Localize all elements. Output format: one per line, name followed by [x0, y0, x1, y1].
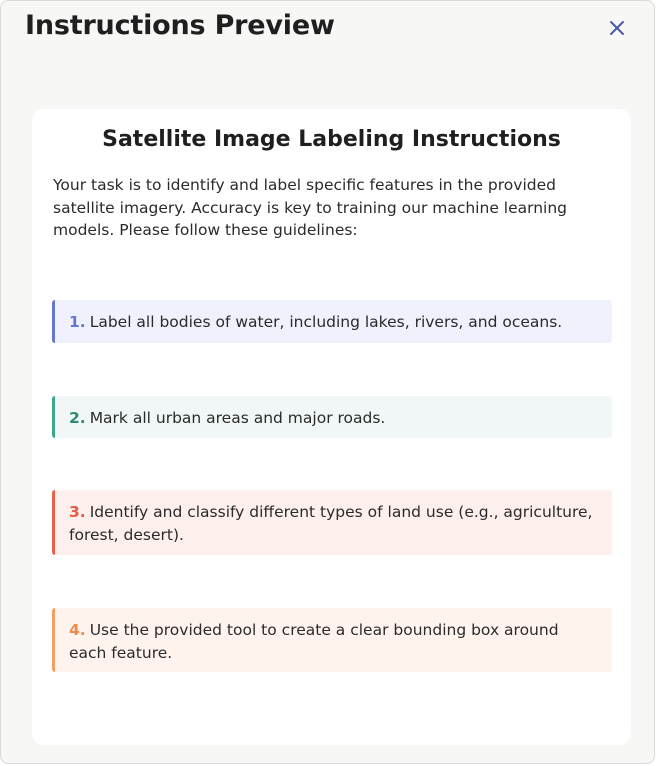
document-title: Satellite Image Labeling Instructions	[102, 127, 561, 152]
guideline-item-3	[52, 490, 612, 555]
guideline-text: Identify and classify different types of land use (e.g., agriculture, forest, desert).	[69, 503, 593, 544]
guideline-number: 2.	[69, 409, 86, 427]
dialog-title: Instructions Preview	[25, 10, 335, 41]
guideline-number: 3.	[69, 503, 86, 521]
close-icon	[605, 16, 629, 40]
guideline-item-2	[52, 396, 612, 438]
guideline-item-4	[52, 608, 612, 672]
guideline-item-1	[52, 300, 612, 343]
guideline-number: 1.	[69, 313, 86, 331]
guideline-text: Label all bodies of water, including lakes, rivers, and oceans.	[89, 313, 563, 331]
guideline-text: Use the provided tool to create a clear bounding box around each feature.	[69, 621, 559, 662]
intro-paragraph: Your task is to identify and label specific features in the provided satellite imagery. Accuracy is key to training our machine learning models. Please follow these guidelines:	[53, 176, 568, 239]
guideline-text: Mark all urban areas and major roads.	[89, 409, 386, 427]
dialog-header	[1, 1, 654, 61]
guideline-number: 4.	[69, 621, 86, 639]
instructions-card	[32, 109, 631, 745]
close-button[interactable]	[605, 16, 629, 40]
